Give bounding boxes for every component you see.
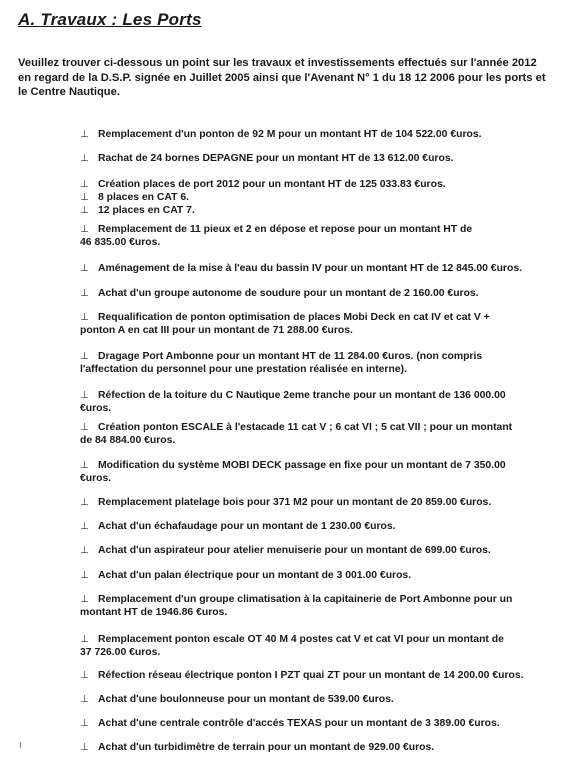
bullet-icon: ⊥ xyxy=(80,390,89,401)
margin-mark xyxy=(20,742,21,748)
item-text: Achat d'une boulonneuse pour un montant de 539.00 €uros. xyxy=(98,694,394,705)
item-first-line xyxy=(80,521,550,534)
item-text: Achat d'un échafaudage pour un montant de 1 230.00 €uros. xyxy=(98,521,396,532)
item-first-line xyxy=(80,634,550,647)
list-item xyxy=(80,224,550,250)
item-text: Remplacement de 11 pieux et 2 en dépose et repose pour un montant HT de xyxy=(98,224,473,235)
bullet-icon: ⊥ xyxy=(80,460,89,471)
list-item xyxy=(80,153,550,166)
item-text: 46 835.00 €uros. xyxy=(80,236,161,248)
list-item xyxy=(80,497,550,510)
list-item xyxy=(80,263,550,276)
bullet-icon: ⊥ xyxy=(80,204,89,216)
item-text: Remplacement ponton escale OT 40 M 4 postes cat V et cat VI pour un montant de xyxy=(98,634,504,645)
list-item xyxy=(80,670,550,683)
bullet-icon: ⊥ xyxy=(80,224,89,235)
item-first-line xyxy=(80,390,550,403)
item-text: Remplacement d'un ponton de 92 M pour un montant HT de 104 522.00 €uros. xyxy=(98,129,482,140)
item-text: Remplacement platelage bois pour 371 M2 pour un montant de 20 859.00 €uros. xyxy=(98,497,492,508)
bullet-icon: ⊥ xyxy=(80,594,89,605)
item-continuation-line xyxy=(80,647,550,660)
bullet-icon: ⊥ xyxy=(80,422,89,433)
item-first-line xyxy=(80,670,550,683)
item-first-line xyxy=(80,224,550,237)
bullet-icon: ⊥ xyxy=(80,634,89,645)
bullet-icon: ⊥ xyxy=(80,497,89,508)
bullet-icon: ⊥ xyxy=(80,742,89,753)
item-continuation-line xyxy=(80,237,550,250)
item-continuation-line xyxy=(80,473,550,486)
item-text: de 84 884.00 €uros. xyxy=(80,434,176,446)
item-first-line xyxy=(80,718,550,731)
sub-item xyxy=(80,205,550,218)
bullet-icon: ⊥ xyxy=(80,351,89,362)
list-item xyxy=(80,545,550,558)
intro-paragraph: Veuillez trouver ci-dessous un point sur les travaux et investissements effectués sur l'année 2012 en regard de la D.S.P. signée en Juillet 2005 ainsi que l'Avenant N° 1 du 18 12 2006 pour les ports et le Centre Nautique. xyxy=(18,57,546,98)
item-continuation-line xyxy=(80,607,550,620)
item-text: Dragage Port Ambonne pour un montant HT de 11 284.00 €uros. (non compris xyxy=(98,351,483,362)
item-text: €uros. xyxy=(80,472,112,484)
item-first-line xyxy=(80,129,550,142)
item-text: Remplacement d'un groupe climatisation à la capitainerie de Port Ambonne pour un xyxy=(98,594,513,605)
bullet-icon: ⊥ xyxy=(80,153,89,164)
item-text: Achat d'un groupe autonome de soudure pour un montant de 2 160.00 €uros. xyxy=(98,288,479,299)
bullet-icon: ⊥ xyxy=(80,694,89,705)
list-item xyxy=(80,422,550,448)
list-item xyxy=(80,718,550,731)
bullet-icon: ⊥ xyxy=(80,718,89,729)
bullet-icon: ⊥ xyxy=(80,288,89,299)
section-title: A. Travaux : Les Ports xyxy=(18,10,202,29)
item-text: Modification du système MOBI DECK passage en fixe pour un montant de 7 350.00 xyxy=(98,460,506,471)
item-text: Achat d'une centrale contrôle d'accés TEXAS pour un montant de 3 389.00 €uros. xyxy=(98,718,500,729)
item-text: 37 726.00 €uros. xyxy=(80,646,161,658)
list-item xyxy=(80,390,550,416)
bullet-icon: ⊥ xyxy=(80,179,89,190)
item-text: €uros. xyxy=(80,402,112,414)
list-item xyxy=(80,179,550,217)
item-first-line xyxy=(80,153,550,166)
item-first-line xyxy=(80,263,550,276)
list-item xyxy=(80,634,550,660)
list-item xyxy=(80,594,550,620)
bullet-icon: ⊥ xyxy=(80,545,89,556)
list-item xyxy=(80,129,550,142)
item-text: Achat d'un palan électrique pour un montant de 3 001.00 €uros. xyxy=(98,570,412,581)
item-text: Rachat de 24 bornes DEPAGNE pour un montant HT de 13 612.00 €uros. xyxy=(98,153,454,164)
list-item xyxy=(80,312,550,338)
item-continuation-line xyxy=(80,325,550,338)
list-item xyxy=(80,570,550,583)
item-first-line xyxy=(80,594,550,607)
item-text: Réfection de la toiture du C Nautique 2eme tranche pour un montant de 136 000.00 xyxy=(98,390,506,401)
bullet-icon: ⊥ xyxy=(80,670,89,681)
item-first-line xyxy=(80,422,550,435)
item-continuation-line xyxy=(80,364,550,377)
item-first-line xyxy=(80,351,550,364)
item-text: Réfection réseau électrique ponton I PZT quai ZT pour un montant de 14 200.00 €uros. xyxy=(98,670,524,681)
item-first-line xyxy=(80,288,550,301)
item-text: l'affectation du personnel pour une prestation réalisée en interne). xyxy=(80,363,407,375)
item-text: Achat d'un turbidimètre de terrain pour un montant de 929.00 €uros. xyxy=(98,742,435,753)
bullet-icon: ⊥ xyxy=(80,570,89,581)
bullet-icon: ⊥ xyxy=(80,129,89,140)
item-text: Création ponton ESCALE à l'estacade 11 cat V ; 6 cat VI ; 5 cat VII ; pour un montant xyxy=(98,422,513,433)
list-item xyxy=(80,460,550,486)
item-first-line xyxy=(80,460,550,473)
item-first-line xyxy=(80,497,550,510)
bullet-icon: ⊥ xyxy=(80,312,89,323)
bullet-icon: ⊥ xyxy=(80,263,89,274)
bullet-icon: ⊥ xyxy=(80,191,89,203)
item-first-line xyxy=(80,742,550,755)
item-continuation-line xyxy=(80,403,550,416)
list-item xyxy=(80,694,550,707)
bullet-icon: ⊥ xyxy=(80,521,89,532)
item-text: Création places de port 2012 pour un montant HT de 125 033.83 €uros. xyxy=(98,179,446,190)
item-text: Requalification de ponton optimisation de places Mobi Deck en cat IV et cat V + xyxy=(98,312,490,323)
list-item xyxy=(80,742,550,755)
item-text: montant HT de 1946.86 €uros. xyxy=(80,606,228,618)
sub-item-text: 8 places en CAT 6. xyxy=(98,191,190,203)
list-item xyxy=(80,288,550,301)
item-first-line xyxy=(80,312,550,325)
item-first-line xyxy=(80,694,550,707)
item-text: ponton A en cat III pour un montant de 71 288.00 €uros. xyxy=(80,324,353,336)
item-continuation-line xyxy=(80,435,550,448)
item-text: Achat d'un aspirateur pour atelier menuiserie pour un montant de 699.00 €uros. xyxy=(98,545,491,556)
item-first-line xyxy=(80,570,550,583)
item-first-line xyxy=(80,179,550,192)
item-text: Aménagement de la mise à l'eau du bassin IV pour un montant HT de 12 845.00 €uros. xyxy=(98,263,522,274)
item-first-line xyxy=(80,545,550,558)
sub-item-text: 12 places en CAT 7. xyxy=(98,204,195,216)
list-item xyxy=(80,351,550,377)
sub-item xyxy=(80,192,550,205)
list-item xyxy=(80,521,550,534)
